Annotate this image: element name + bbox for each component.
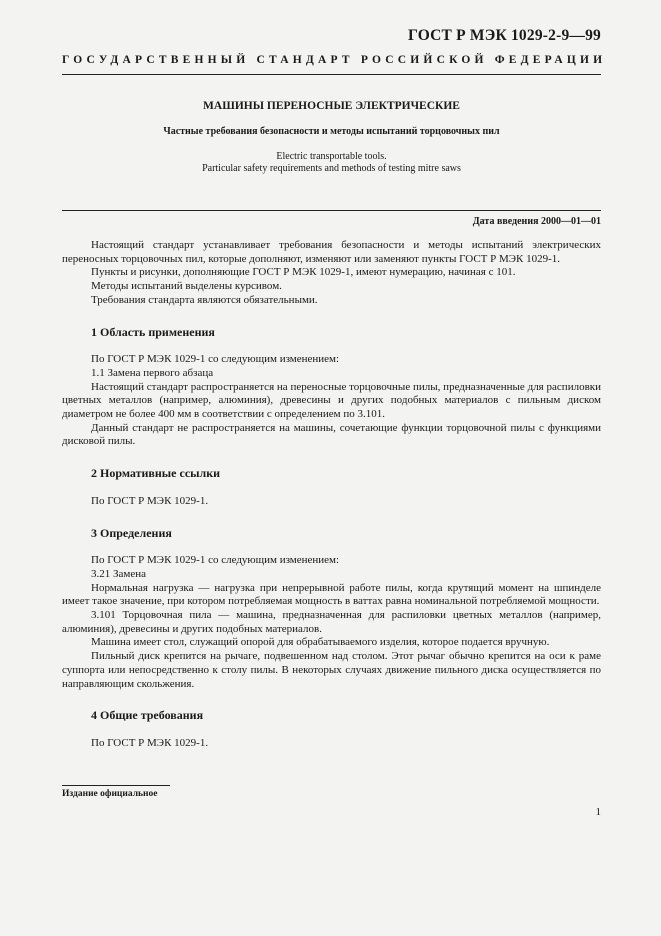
effective-date: Дата введения 2000—01—01 [472, 216, 601, 227]
section-paragraph: По ГОСТ Р МЭК 1029-1 со следующим изменением: [91, 554, 340, 567]
document-title: МАШИНЫ ПЕРЕНОСНЫЕ ЭЛЕКТРИЧЕСКИЕ [203, 100, 460, 112]
section-paragraph: 1.1 Замена первого абзаца [91, 366, 214, 379]
section-paragraph: Машина имеет стол, служащий опорой для обрабатываемого изделия, которое подается вручную. [91, 636, 550, 649]
section-heading-definitions: 3 Определения [91, 525, 172, 540]
intro-paragraph: Настоящий стандарт устанавливает требования безопасности и методы испытаний электрических переносных торцовочных пил, которые дополняют, изменяют или заменяют пункты ГОСТ Р МЭК 1029-1. [62, 239, 601, 265]
page-number: 1 [595, 806, 601, 818]
document-body [62, 239, 601, 751]
edition-note: Издание официальное [62, 789, 158, 799]
section-heading-references: 2 Нормативные ссылки [91, 466, 221, 481]
section-paragraph: Данный стандарт не распространяется на машины, сочетающие функции торцовочной пилы с функциями дисковой пилы. [62, 421, 601, 448]
document-subtitle: Частные требования безопасности и методы испытаний торцовочных пил [163, 126, 500, 137]
section-paragraph: Пильный диск крепится на рычаге, подвешенном над столом. Этот рычаг обычно крепится на оси к раме суппорта или непосредственно к столу пилы. В некоторых случаях движение пильного диска осуществляется по направляющим скольжения. [62, 650, 601, 690]
footer-rule [62, 785, 170, 786]
section-paragraph: 3.21 Замена [91, 567, 147, 580]
section-paragraph: По ГОСТ Р МЭК 1029-1 со следующим изменением: [91, 353, 340, 366]
english-title-line-2: Particular safety requirements and methods of testing mitre saws [202, 163, 461, 174]
document-id: ГОСТ Р МЭК 1029-2-9—99 [408, 27, 601, 44]
top-rule [62, 74, 601, 75]
english-title [62, 151, 601, 175]
state-standard-banner: ГОСУДАРСТВЕННЫЙ СТАНДАРТ РОССИЙСКОЙ ФЕДЕРАЦИИ [62, 54, 607, 66]
intro-paragraph: Методы испытаний выделены курсивом. [91, 280, 282, 293]
middle-rule [62, 210, 601, 211]
section-paragraph: По ГОСТ Р МЭК 1029-1. [91, 494, 209, 507]
english-title-line-1: Electric transportable tools. [276, 151, 387, 162]
section-heading-general-requirements: 4 Общие требования [91, 708, 204, 723]
section-paragraph: Настоящий стандарт распространяется на переносные торцовочные пилы, предназначенные для распиловки цветных металлов (например, алюминия), древесины и других подобных материалов с пильным диском диаметром не более 400 мм в соответствии с определением по 3.101. [62, 380, 601, 421]
section-paragraph: 3.101 Торцовочная пила — машина, предназначенная для распиловки цветных металлов (например, алюминия), древесины и других подобных материалов. [62, 609, 601, 635]
section-paragraph: По ГОСТ Р МЭК 1029-1. [91, 736, 209, 749]
intro-paragraph: Пункты и рисунки, дополняющие ГОСТ Р МЭК 1029-1, имеют нумерацию, начиная с 101. [91, 266, 516, 279]
section-heading-scope: 1 Область применения [91, 324, 215, 339]
section-paragraph: Нормальная нагрузка — нагрузка при непрерывной работе пилы, когда крутящий момент на шпинделе имеет такое значение, при котором потребляемая мощность в ваттах равна номинальной потребляемой мощности. [62, 581, 601, 608]
intro-paragraph: Требования стандарта являются обязательными. [91, 293, 318, 306]
